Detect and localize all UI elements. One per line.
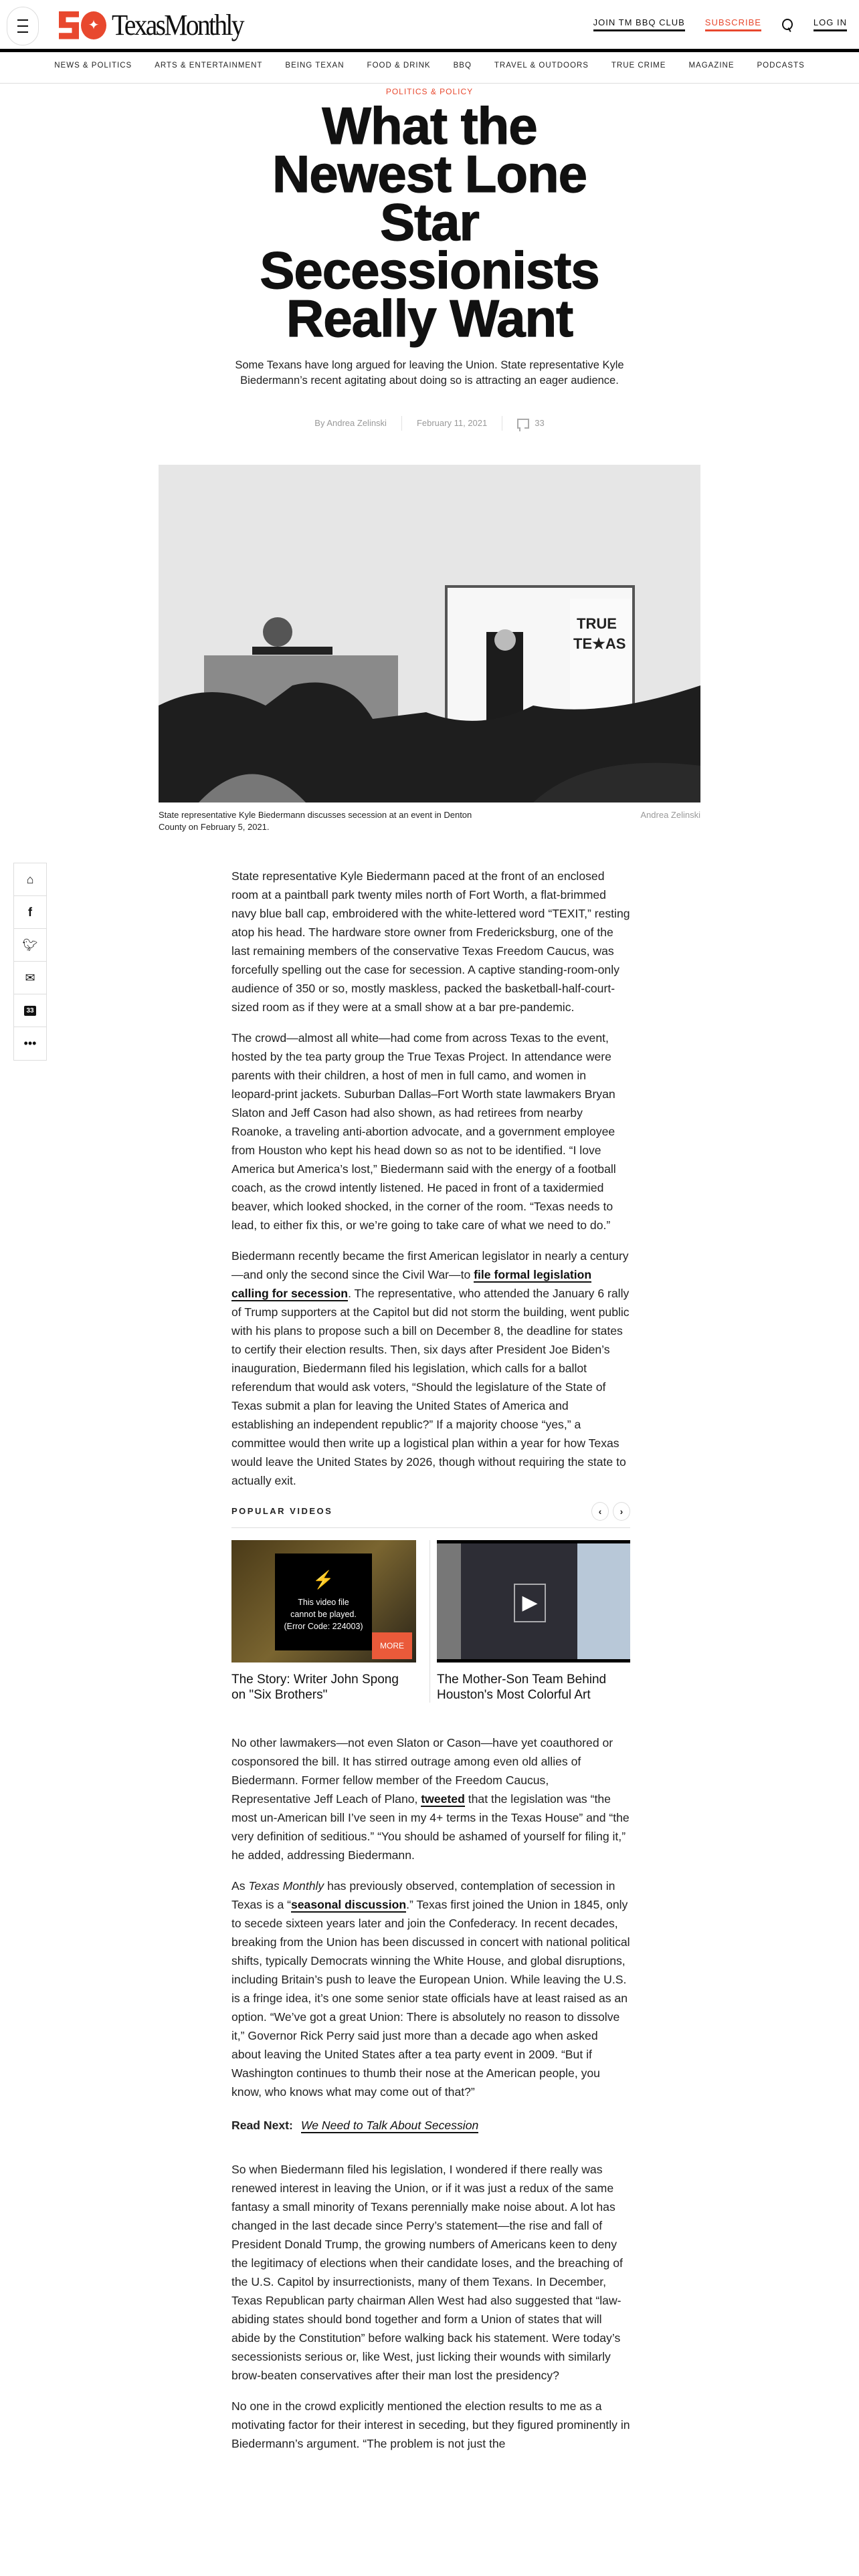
svg-text:TE★AS: TE★AS — [573, 635, 626, 652]
menu-button[interactable] — [7, 7, 39, 45]
twitter-icon[interactable]: 🐦︎ — [14, 929, 46, 962]
lead-photo — [159, 465, 700, 802]
article-dek: Some Texans have long argued for leaving the Union. State representative Kyle Biedermann’s recent agitating about doing so is attracting an eager audience. — [235, 359, 624, 387]
paragraph: No one in the crowd explicitly mentioned the election results to me as a motivating factor for their interest in seceding, but they figured prominently in Biedermann’s argument. “The problem is not just the — [231, 2399, 630, 2450]
paragraph: As Texas Monthly has previously observed, contemplation of secession in Texas is a “seasonal discussion.” Texas first joined the Union in 1845, only to secede sixteen years later and join the Confederacy. In recent decades, breaking from the Union has been discussed in concert with national political shifts, typically Democrats winning the White House, and global disruptions, including Britain’s push to leave the European Union. While leaving the U.S. is a fringe idea, it’s one some senior state officials have at least raised as an option. “We’ve got a great Union: There is absolutely no reason to dissolve it,” Governor Rick Perry said just more than a decade ago when asked about leaving the United States after a tea party event in 2009. “But if Washington continues to thumb their nose at the American people, you know, who knows what may come out of that?” — [231, 1879, 630, 2099]
nav-food-drink[interactable]: FOOD & DRINK — [367, 62, 431, 70]
paragraph: State representative Kyle Biedermann paced at the front of an enclosed room at a paintball park twenty miles north of Fort Worth, a flat-brimmed navy blue ball cap, embroidered with the white-lettered word “TEXIT,” resting atop his head. The hardware store owner from Fredericksburg, one of the last remaining members of the conservative Texas Freedom Caucus, was forcefully spelling out the case for secession. A captive standing-room-only audience of 350 or so, mostly maskless, packed the basketball-half-court-sized room as if they were at a small show at a bar pre-pandemic. — [231, 869, 630, 1014]
caption-text: State representative Kyle Biedermann discusses secession at an event in Denton County on February 5, 2021. — [159, 810, 472, 832]
search-icon[interactable] — [781, 19, 793, 31]
nav-divider — [0, 83, 859, 84]
comment-icon — [517, 419, 529, 429]
50th-anniversary-logo-icon: ✦ — [59, 11, 106, 39]
prev-arrow-icon[interactable]: ‹ — [591, 1502, 609, 1521]
article-body — [231, 867, 630, 2465]
paragraph: Biedermann recently became the first American legislator in nearly a century—and only the second since the Civil War—to file formal legislation calling for secession. The representative, who attended the January 6 rally of Trump supporters at the Capitol but did not storm the building, went public with his plans to propose such a bill on December 8, the deadline for states to certify their election results. Then, six days after President Joe Biden’s inauguration, Biedermann filed his legislation, which calls for a ballot referendum that would ask voters, “Should the legislature of the State of Texas submit a plan for leaving the United States of America and establishing an independent republic?” If a majority choose “yes,” a committee would then write up a logistical plan within a year for how Texas would leave the United States by 2026, though without requiring the state to actually exit. — [231, 1249, 630, 1487]
video-thumbnail[interactable] — [231, 1540, 416, 1662]
comment-count: 33 — [535, 418, 545, 428]
seasonal-discussion-link[interactable]: seasonal discussion — [290, 1898, 407, 1911]
facebook-icon[interactable]: f — [14, 896, 46, 929]
paragraph: The crowd—almost all white—had come from across Texas to the event, hosted by the tea party group the True Texas Project. In attendance were parents with their children, a host of men in full camo, and women in leopard-print jackets. Suburban Dallas–Fort Worth state lawmakers Bryan Slaton and Jeff Cason had also shown, as had retirees from nearby Roanoke, a traveling anti-abortion advocate, and a government employee from Houston who kept his head down so as not to be identified. “I love America but America’s lost,” Biedermann said with the energy of a football coach, as the crowd intently listened. He paced in front of a taxidermied beaver, which looked shocked, in the corner of the room. “Texas needs to lead, to either fix this, or we’re going to take care of what we need to do.” — [231, 1031, 616, 1232]
nav-news-politics[interactable]: NEWS & POLITICS — [54, 62, 132, 70]
byline — [0, 416, 859, 431]
comment-count-badge: 33 — [24, 1006, 35, 1016]
email-icon[interactable]: ✉ — [14, 962, 46, 994]
join-bbq-club-link[interactable]: JOIN TM BBQ CLUB — [593, 17, 685, 31]
read-next-link[interactable]: We Need to Talk About Secession — [300, 2119, 479, 2132]
video-card[interactable] — [430, 1540, 630, 1703]
article-title: What the Newest Lone Star Secessionists Really Want — [260, 96, 599, 348]
more-button[interactable]: MORE — [372, 1632, 412, 1659]
play-icon[interactable]: ▶ — [514, 1584, 546, 1622]
paragraph: So when Biedermann filed his legislation, I wondered if there really was renewed interest in leaving the Union, or if it was just a redux of the same fantasy a small minority of Texans perennially make noise about. A lot has changed in the last decade since Perry’s statement—the rise and fall of President Donald Trump, the growing numbers of Americans keen to deny the legitimacy of elections when their candidate loses, and the breaching of the U.S. Capitol by insurrectionists, many of them Texans. In December, Texas Republican party chairman Allen West had also suggested that “law-abiding states should bond together and form a Union of states that will abide by the Constitution” before walking back his statement. Were today’s secessionists serious or, like West, just licking their wounds with similarly brow-beaten conservatives after their man lost the presidency? — [231, 2163, 623, 2382]
nav-bbq[interactable]: BBQ — [453, 62, 472, 70]
share-bar — [13, 863, 47, 1061]
photo-illustration — [159, 465, 700, 802]
site-logo[interactable] — [59, 8, 258, 42]
main-nav — [0, 62, 859, 70]
broken-play-icon: ⚡ — [312, 1570, 335, 1590]
header-divider — [0, 49, 859, 52]
video-title[interactable]: The Story: Writer John Spong on "Six Brothers" — [231, 1673, 399, 1702]
sign-text: TRUE — [577, 615, 617, 632]
nav-podcasts[interactable]: PODCASTS — [757, 62, 805, 70]
nav-true-crime[interactable]: TRUE CRIME — [611, 62, 666, 70]
tweeted-link[interactable]: tweeted — [421, 1792, 465, 1806]
nav-travel-outdoors[interactable]: TRAVEL & OUTDOORS — [494, 62, 589, 70]
video-error-overlay: ⚡ This video file cannot be played. (Error Code: 224003) — [275, 1553, 372, 1650]
brand-name: TexasMonthly — [112, 9, 243, 41]
read-next-label: Read Next: — [231, 2119, 293, 2132]
secession-legislation-link[interactable]: file formal legislation calling for secession — [231, 1268, 592, 1300]
photo-caption — [159, 809, 700, 833]
video-card[interactable] — [231, 1540, 416, 1703]
paragraph: No other lawmakers—not even Slaton or Cason—have yet coauthored or cosponsored the bill. It has stirred outrage among even old allies of Biedermann. Former fellow member of the Freedom Caucus, Representative Jeff Leach of Plano, tweeted that the legislation was “the most un-American bill I’ve seen in my 4+ terms in the Texas House” and “the very definition of seditious.” “You should be ashamed of yourself for filing it,” he added, addressing Biedermann. — [231, 1736, 630, 1862]
photo-credit: Andrea Zelinski — [640, 810, 700, 820]
popular-videos-heading: POPULAR VIDEOS — [231, 1506, 333, 1516]
video-thumbnail[interactable] — [437, 1540, 630, 1662]
author[interactable]: By Andrea Zelinski — [300, 416, 402, 431]
home-icon[interactable]: ⌂ — [14, 863, 46, 896]
nav-being-texan[interactable]: BEING TEXAN — [285, 62, 345, 70]
video-title[interactable]: The Mother-Son Team Behind Houston's Most Colorful Art — [437, 1673, 607, 1702]
next-arrow-icon[interactable]: › — [613, 1502, 630, 1521]
read-next — [231, 2116, 630, 2135]
publish-date: February 11, 2021 — [402, 416, 502, 431]
comments-link[interactable] — [502, 416, 559, 431]
nav-magazine[interactable]: MAGAZINE — [688, 62, 735, 70]
comments-share-button[interactable] — [14, 994, 46, 1027]
login-link[interactable]: LOG IN — [814, 17, 847, 31]
nav-arts-entertainment[interactable]: ARTS & ENTERTAINMENT — [155, 62, 263, 70]
category-link[interactable]: POLITICS & POLICY — [385, 87, 474, 96]
subscribe-link[interactable]: SUBSCRIBE — [705, 17, 761, 31]
hamburger-icon — [17, 19, 28, 21]
more-icon[interactable]: ••• — [23, 1037, 37, 1050]
popular-videos — [231, 1502, 630, 1703]
site-header — [0, 0, 859, 49]
